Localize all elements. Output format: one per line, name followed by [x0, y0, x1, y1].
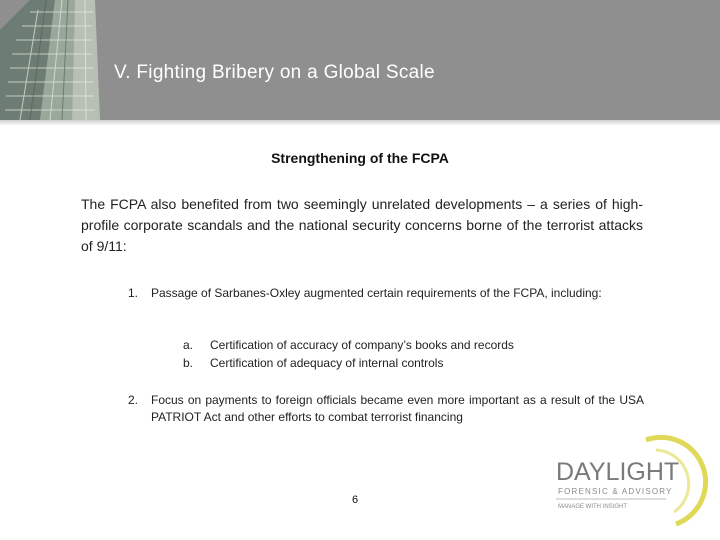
list-item-text: Focus on payments to foreign officials became even more important as a result of the USA PATRIOT Act and other efforts to combat terrorist financing: [151, 393, 644, 424]
logo-name: DAYLIGHT: [556, 458, 680, 486]
sub-list-item: [183, 337, 514, 354]
sub-list-letter: b.: [183, 356, 194, 370]
sub-list-letter: a.: [183, 338, 194, 352]
list-item: [128, 392, 644, 426]
header-shadow: [0, 120, 720, 126]
slide-title: V. Fighting Bribery on a Global Scale: [114, 62, 435, 83]
sub-list-item: [183, 355, 443, 372]
logo-tagline: MANAGE WITH INSIGHT: [558, 504, 627, 510]
sub-list-text: Certification of adequacy of internal controls: [210, 356, 444, 370]
intro-paragraph: The FCPA also benefited from two seemingly unrelated developments – a series of high-profile corporate scandals and the national security concerns borne of the terrorist attacks of 9/11:: [81, 196, 643, 254]
logo-subtitle: FORENSIC & ADVISORY: [558, 487, 673, 496]
list-item-number: 2.: [128, 393, 139, 407]
section-heading: Strengthening of the FCPA: [271, 150, 449, 166]
sub-list-text: Certification of accuracy of company’s books and records: [210, 338, 514, 352]
daylight-logo: [548, 432, 716, 532]
list-item-number: 1.: [128, 286, 139, 300]
header-banner: [0, 0, 720, 120]
list-item: [128, 285, 644, 302]
page-number: 6: [351, 494, 359, 506]
list-item-text: Passage of Sarbanes-Oxley augmented certain requirements of the FCPA, including:: [151, 286, 602, 300]
building-image: [0, 0, 110, 120]
